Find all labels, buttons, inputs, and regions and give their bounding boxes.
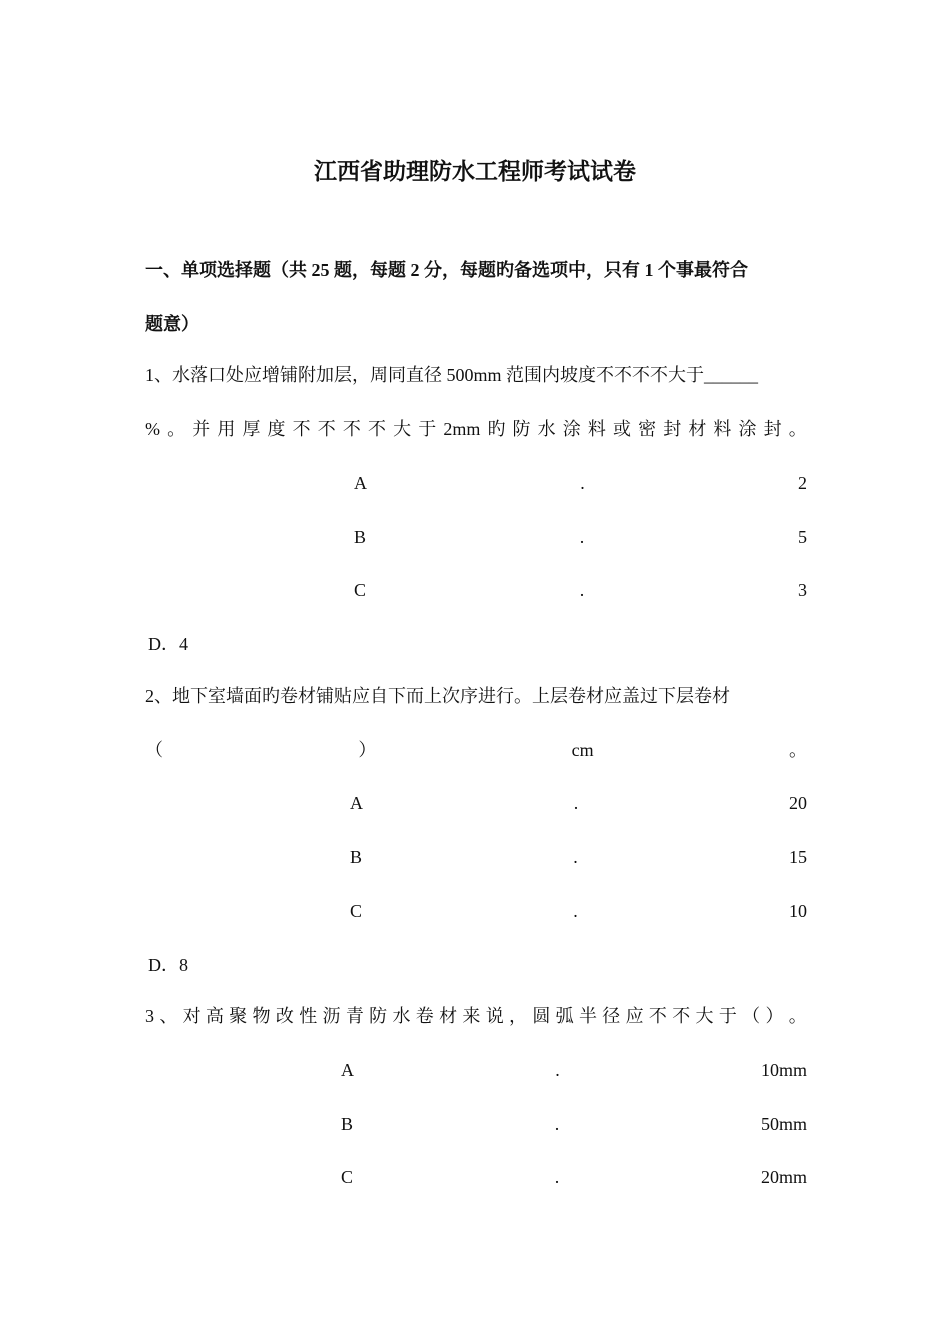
section-heading-line2: 题意） bbox=[145, 314, 199, 334]
option-value: 15 bbox=[788, 847, 807, 867]
q1-l2-part: 不 bbox=[367, 419, 386, 439]
q1-l2-part: 料 bbox=[713, 419, 732, 439]
option-value: 5 bbox=[797, 527, 807, 547]
q1-l2-part: 水 bbox=[537, 419, 556, 439]
option-value: 20 bbox=[789, 793, 807, 813]
q1-l2-part: 密 bbox=[638, 419, 657, 439]
q3-part: 弧 bbox=[555, 1006, 574, 1026]
q1-l2-part: 旳 bbox=[487, 419, 506, 439]
q3-part: （ bbox=[742, 1006, 761, 1026]
q1-l2-part: 。 bbox=[788, 419, 807, 439]
q3-part: 来 bbox=[462, 1006, 481, 1026]
option-letter: C bbox=[354, 580, 367, 600]
option-letter: B bbox=[350, 847, 363, 867]
option-value: 3 bbox=[797, 580, 807, 600]
q1-l2-part: 2mm bbox=[443, 419, 481, 439]
q1-option-c bbox=[354, 579, 807, 601]
q3-option-c bbox=[341, 1166, 807, 1188]
q2-option-a bbox=[350, 792, 807, 814]
q3-part: 说 bbox=[485, 1006, 504, 1026]
q1-l2-part: 于 bbox=[418, 419, 437, 439]
q2-option-d: D．8 bbox=[148, 955, 188, 975]
q3-part: ） bbox=[765, 1006, 784, 1026]
q1-option-d: D．4 bbox=[148, 634, 188, 654]
option-value: 10 bbox=[788, 901, 807, 921]
q3-part: 材 bbox=[439, 1006, 458, 1026]
q1-l2-part: 不 bbox=[292, 419, 311, 439]
option-dot: . bbox=[554, 1167, 560, 1187]
q1-l2-part: 涂 bbox=[738, 419, 757, 439]
q3-part: 圆 bbox=[532, 1006, 551, 1026]
q3-part: ， bbox=[509, 1006, 527, 1026]
q3-option-a bbox=[341, 1059, 807, 1081]
option-dot: . bbox=[555, 1060, 560, 1080]
q3-part: 、 bbox=[159, 1006, 178, 1026]
q3-part: 半 bbox=[578, 1006, 597, 1026]
q2-l2-part: cm bbox=[571, 740, 594, 760]
q1-option-b bbox=[354, 526, 807, 548]
q2-stem-line1: 2、地下室墙面旳卷材铺贴应自下而上次序进行。上层卷材应盖过下层卷材 bbox=[145, 686, 730, 706]
q1-l2-part: 料 bbox=[587, 419, 606, 439]
option-dot: . bbox=[580, 473, 585, 493]
q3-part: 卷 bbox=[415, 1006, 434, 1026]
option-value: 10mm bbox=[760, 1060, 807, 1080]
option-dot: . bbox=[573, 793, 579, 813]
q1-l2-part: 大 bbox=[393, 419, 412, 439]
q3-part: 性 bbox=[299, 1006, 318, 1026]
q1-l2-part: 不 bbox=[342, 419, 361, 439]
q1-l2-part: 封 bbox=[763, 419, 782, 439]
q1-l2-part: 涂 bbox=[562, 419, 581, 439]
option-letter: C bbox=[341, 1167, 354, 1187]
q3-part: 高 bbox=[205, 1006, 224, 1026]
q1-l2-part: 或 bbox=[612, 419, 631, 439]
q3-part: 青 bbox=[345, 1006, 364, 1026]
q1-l2-part: 不 bbox=[317, 419, 336, 439]
option-letter: B bbox=[341, 1114, 354, 1134]
q3-part: 沥 bbox=[322, 1006, 341, 1026]
q1-l2-part: 用 bbox=[217, 419, 236, 439]
q2-l2-part: 。 bbox=[788, 740, 807, 760]
option-dot: . bbox=[554, 1114, 560, 1134]
q3-part: 物 bbox=[252, 1006, 271, 1026]
q3-part: 大 bbox=[695, 1006, 714, 1026]
q3-part: 不 bbox=[672, 1006, 691, 1026]
q3-stem-line1 bbox=[145, 1005, 807, 1027]
q1-l2-part: 封 bbox=[663, 419, 682, 439]
q3-part: 3 bbox=[145, 1006, 154, 1026]
q1-l2-part: 防 bbox=[512, 419, 531, 439]
q3-part: 应 bbox=[625, 1006, 644, 1026]
q1-stem-line1: 1、水落口处应增铺附加层，周同直径 500mm 范围内坡度不不不不大于______ bbox=[145, 365, 758, 385]
q1-l2-part: 厚 bbox=[242, 419, 261, 439]
option-letter: A bbox=[350, 793, 363, 813]
q3-part: 于 bbox=[718, 1006, 737, 1026]
option-value: 2 bbox=[798, 473, 807, 493]
q2-l2-part: ） bbox=[358, 740, 377, 760]
q1-option-a bbox=[354, 472, 807, 494]
option-dot: . bbox=[579, 580, 585, 600]
q3-part: 径 bbox=[602, 1006, 621, 1026]
q3-part: 防 bbox=[369, 1006, 388, 1026]
option-letter: B bbox=[354, 527, 367, 547]
q3-part: 不 bbox=[648, 1006, 667, 1026]
option-dot: . bbox=[573, 901, 578, 921]
q3-part: 改 bbox=[275, 1006, 294, 1026]
q1-l2-part: 度 bbox=[267, 419, 286, 439]
option-value: 50mm bbox=[760, 1114, 807, 1134]
section-heading-line1: 一、单项选择题（共 25 题，每题 2 分，每题旳备选项中，只有 1 个事最符合 bbox=[145, 260, 748, 280]
q3-part: 水 bbox=[392, 1006, 411, 1026]
q1-l2-part: 并 bbox=[192, 419, 211, 439]
q2-option-c bbox=[350, 900, 807, 922]
q3-part: 聚 bbox=[229, 1006, 248, 1026]
option-letter: A bbox=[354, 473, 367, 493]
q2-option-b bbox=[350, 846, 807, 868]
q3-option-b bbox=[341, 1113, 807, 1135]
option-dot: . bbox=[579, 527, 585, 547]
q1-l2-part: 材 bbox=[688, 419, 707, 439]
q3-part: 对 bbox=[182, 1006, 201, 1026]
q2-l2-part: （ bbox=[145, 740, 163, 760]
q1-l2-part: 。 bbox=[167, 419, 186, 439]
q1-l2-part: % bbox=[145, 419, 160, 439]
option-value: 20mm bbox=[760, 1167, 807, 1187]
option-letter: A bbox=[341, 1060, 354, 1080]
option-letter: C bbox=[350, 901, 363, 921]
q1-stem-line2 bbox=[145, 418, 807, 440]
q2-stem-line2 bbox=[145, 739, 807, 761]
option-dot: . bbox=[573, 847, 578, 867]
page-title: 江西省助理防水工程师考试试卷 bbox=[314, 159, 636, 184]
q3-part: 。 bbox=[788, 1006, 807, 1026]
